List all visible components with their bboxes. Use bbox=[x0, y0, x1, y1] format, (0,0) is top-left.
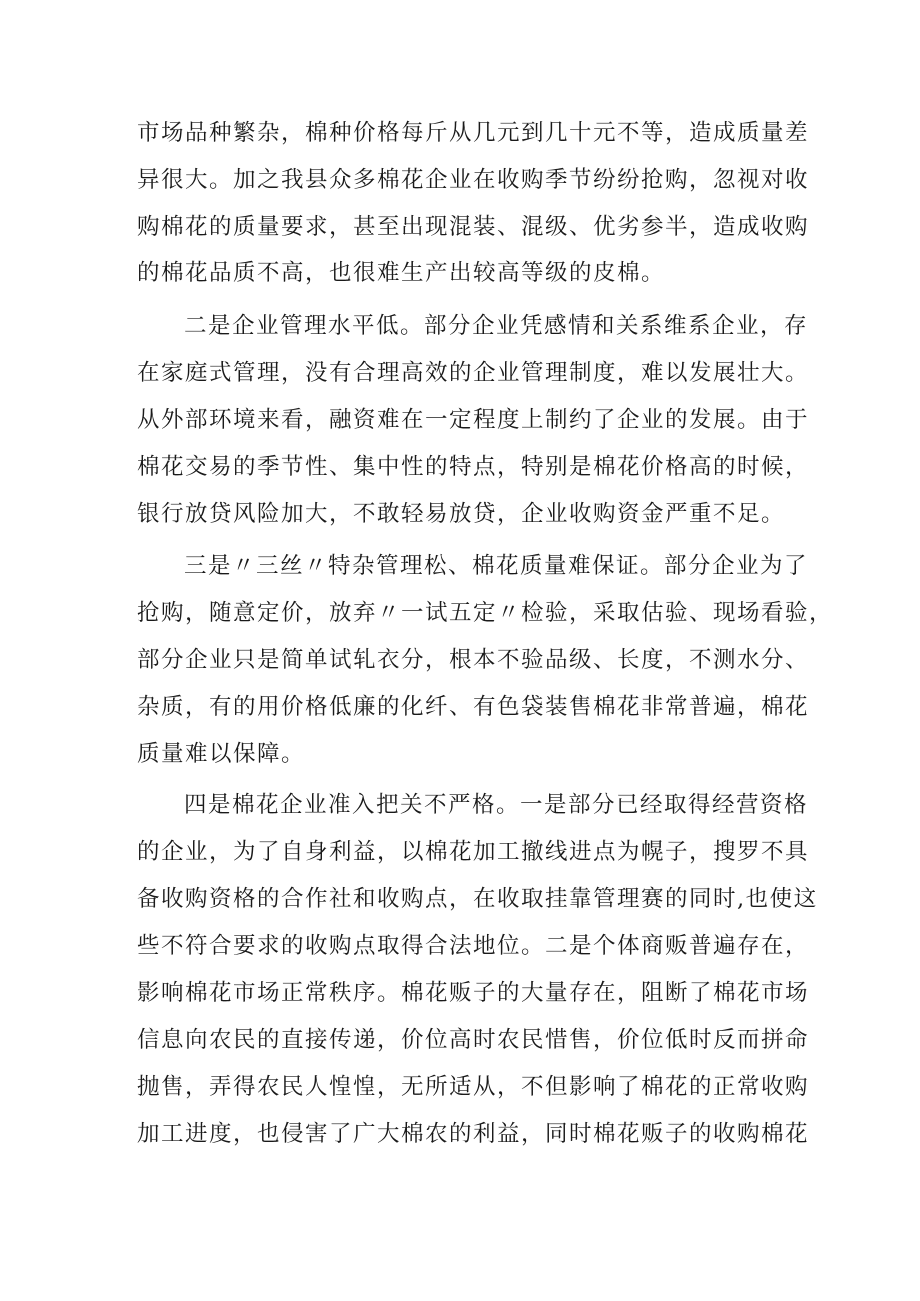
paragraph-start-line: 三是〃三丝〃特杂管理松、棉花质量难保证。部分企业为了 bbox=[184, 553, 809, 579]
text-line: 抛售，弄得农民人惶惶，无所适从，不但影响了棉花的正常收购 bbox=[137, 1074, 810, 1100]
text-line: 影响棉花市场正常秩序。棉花贩子的大量存在，阻断了棉花市场 bbox=[137, 980, 810, 1006]
paragraph-start-line: 四是棉花企业准入把关不严格。一是部分已经取得经营资格 bbox=[184, 792, 809, 818]
text-line: 从外部环境来看，融资难在一定程度上制约了企业的发展。由于 bbox=[137, 407, 810, 433]
text-line: 的棉花品质不高，也很难生产出较高等级的皮棉。 bbox=[137, 260, 666, 286]
text-line: 购棉花的质量要求，甚至出现混装、混级、优劣参半，造成收购 bbox=[137, 214, 810, 240]
text-line: 异很大。加之我县众多棉花企业在收购季节纷纷抢购，忽视对收 bbox=[137, 167, 810, 193]
text-line: 加工进度，也侵害了广大棉农的利益，同时棉花贩子的收购棉花 bbox=[137, 1121, 810, 1147]
text-line: 的企业，为了自身利益，以棉花加工撤线进点为幌子，搜罗不具 bbox=[137, 839, 810, 865]
text-line: 银行放贷风险加大，不敢轻易放贷，企业收购资金严重不足。 bbox=[137, 501, 786, 527]
text-line: 质量难以保障。 bbox=[137, 741, 306, 767]
text-line: 部分企业只是简单试轧衣分，根本不验品级、长度，不测水分、 bbox=[137, 647, 810, 673]
text-line: 些不符合要求的收购点取得合法地位。二是个体商贩普遍存在， bbox=[137, 933, 810, 959]
paragraph-start-line: 二是企业管理水平低。部分企业凭感情和关系维系企业，存 bbox=[184, 313, 809, 339]
text-line: 抢购，随意定价，放弃〃一试五定〃检验，采取估验、现场看验， bbox=[137, 600, 834, 626]
text-line: 备收购资格的合作社和收购点，在收取挂靠管理赛的同时,也使这 bbox=[137, 886, 818, 912]
text-line: 杂质，有的用价格低廉的化纤、有色袋装售棉花非常普遍，棉花 bbox=[137, 694, 810, 720]
text-line: 市场品种繁杂，棉种价格每斤从几元到几十元不等，造成质量差 bbox=[137, 120, 810, 146]
text-line: 棉花交易的季节性、集中性的特点，特别是棉花价格高的时候， bbox=[137, 454, 810, 480]
text-line: 信息向农民的直接传递，价位高时农民惜售，价位低时反而拼命 bbox=[137, 1027, 810, 1053]
text-line: 在家庭式管理，没有合理高效的企业管理制度，难以发展壮大。 bbox=[137, 360, 810, 386]
